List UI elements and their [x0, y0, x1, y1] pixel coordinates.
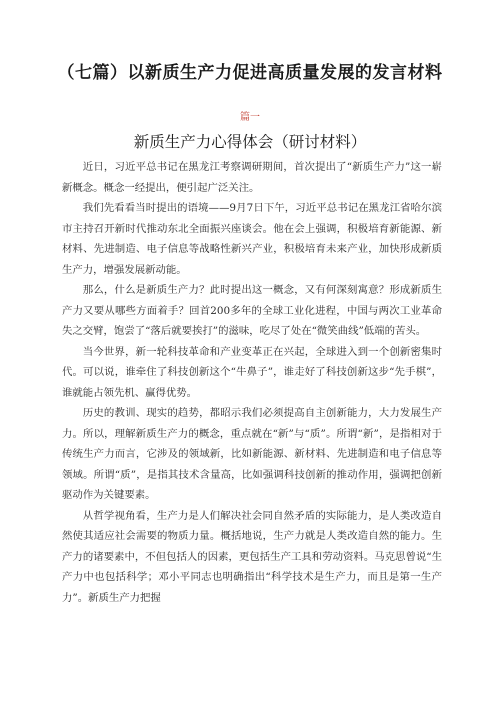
paragraph: 那么，什么是新质生产力？此时提出这一概念，又有何深刻寓意？形成新质生产力又要从哪些方面着手？回首200多年的全球工业化进程，中国与两次工业革命失之交臂，饱尝了“落后就要挨打”的滋味，吃尽了处在“微笑曲线”低端的苦头。 — [62, 284, 442, 337]
paragraph: 历史的教训、现实的趋势，都昭示我们必须提高自主创新能力，大力发展生产力。所以，理解新质生产力的概念，重点就在“新”与“质”。所谓“新”，是指相对于传统生产力而言，它涉及的领域新，比如新能源、新材料、先进制造和电子信息等领域。所谓“质”，是指其技术含量高，比如强调科技创新的推动作用，强调把创新驱动作为关键要素。 — [62, 407, 442, 501]
document-title: （七篇）以新质生产力促进高质量发展的发言材料 — [57, 63, 443, 83]
paragraph: 当今世界，新一轮科技革命和产业变革正在兴起，全球进入到一个创新密集时代。可以说，谁牵住了科技创新这个“牛鼻子”，谁走好了科技创新这步“先手棋”，谁就能占领先机、赢得优势。 — [62, 345, 442, 399]
article-body — [62, 157, 442, 608]
paragraph: 我们先看看当时提出的语境——9月7日下午，习近平总书记在黑龙江省哈尔滨市主持召开新时代推动东北全面振兴座谈会。他在会上强调，积极培育新能源、新材料、先进制造、电子信息等战略性新兴产业，积极培育未来产业，加快形成新质生产力，增强发展新动能。 — [62, 202, 442, 276]
article-subtitle: 新质生产力心得体会（研讨材料） — [133, 133, 367, 151]
paragraph: 近日，习近平总书记在黑龙江考察调研期间，首次提出了“新质生产力”这一崭新概念。概念一经提出，便引起广泛关注。 — [62, 161, 442, 194]
section-label: 篇一 — [240, 112, 260, 123]
paragraph: 从哲学视角看，生产力是人们解决社会同自然矛盾的实际能力，是人类改造自然使其适应社会需要的物质力量。概括地说，生产力就是人类改造自然的能力。生产力的诸要素中，不但包括人的因素，更包括生产工具和劳动资料。马克思曾说“生产力中也包括科学；邓小平同志也明确指出“科学技术是生产力，而且是第一生产力”。新质生产力把握 — [62, 509, 442, 604]
